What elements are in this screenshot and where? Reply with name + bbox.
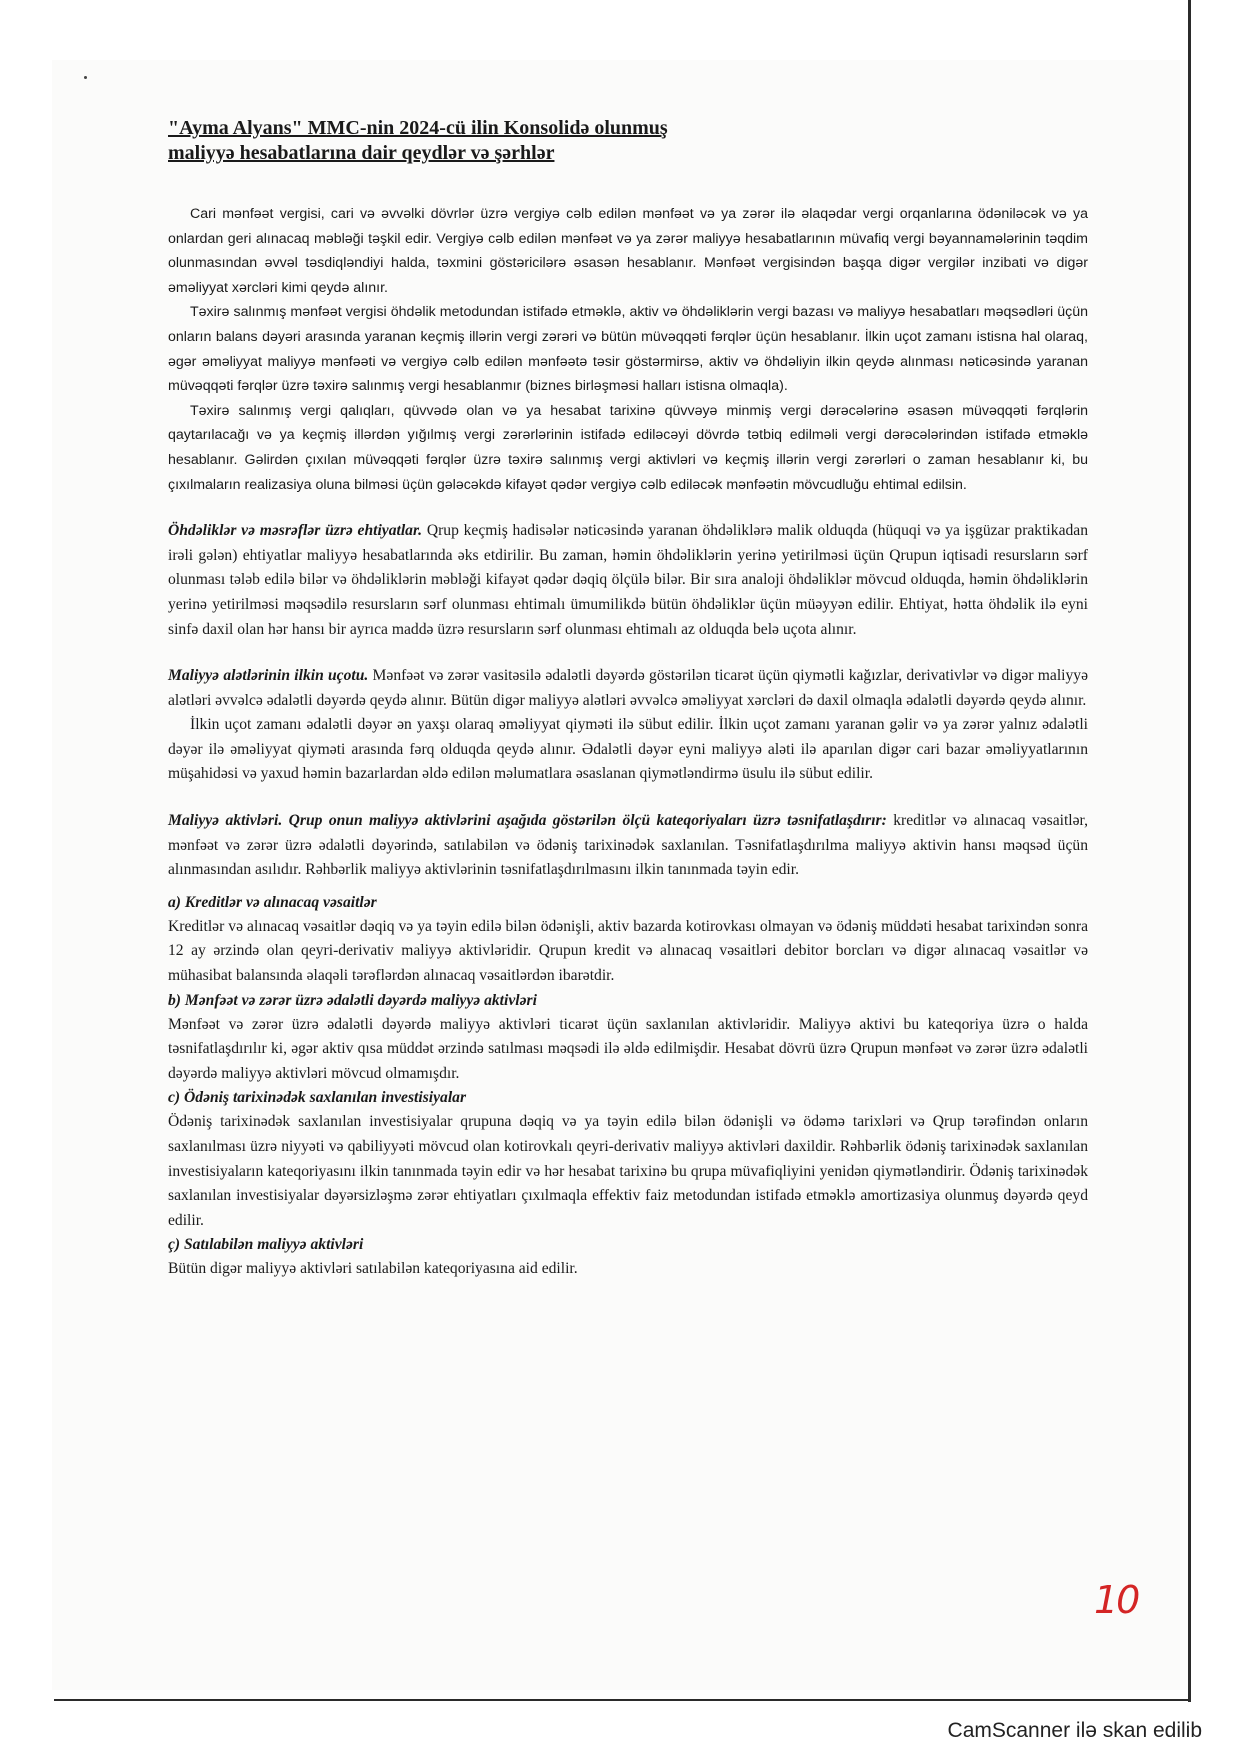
document-title [168, 116, 1088, 166]
handwritten-page-number: 10 [1094, 1578, 1139, 1622]
scan-speck [84, 76, 87, 79]
title-line-1: "Ayma Alyans" MMC-nin 2024-cü ilin Konsolidə olunmuş [168, 117, 668, 139]
document-body [168, 116, 1088, 1282]
provisions-section [168, 519, 1088, 642]
initial-recognition-paragraph-2: İlkin uçot zamanı ədalətli dəyər ən yaxşı olaraq əməliyyat qiyməti ilə sübut edilir. İlkin uçot zamanı yaranan gəlir və ya zərər yalnız ədalətli dəyər ilə əməliyyat qiyməti arasında fərq olduqda qeydə alınır. Ədalətli dəyər eyni maliyyə aləti ilə aparılan digər cari bazar əməliyyatlarının müşahidəsi və yaxud həmin bazarlardan əldə edilən məlumatlara əsaslanan qiymətləndirmə üsulu ilə sübut edilir. [168, 716, 1088, 783]
subsection-htm-heading: c) Ödəniş tarixinədək saxlanılan investisiyalar [168, 1089, 467, 1107]
financial-assets-heading: Maliyyə aktivləri. Qrup onun maliyyə aktivlərini aşağıda göstərilən ölçü kateqoriyaları üzrə təsnifatlaşdırır: [168, 812, 887, 830]
provisions-paragraph [168, 519, 1088, 642]
subsection-afs [168, 1233, 1088, 1282]
financial-assets-text: kreditlər və alınacaq vəsaitlər, mənfəət və zərər üzrə ədalətli dəyərində, satılabilən və ödəniş tarixinədək saxlanılan. Təsnifatlaşdırılma maliyyə aktivin hansı məqsəd üçün alınmasından asılıdır. Rəhbərlik maliyyə aktivlərinin təsnifatlaşdırılmasını ilkin tanınmada təyin edir. [168, 812, 1089, 879]
paper-edge-right [1188, 0, 1191, 1702]
subsection-loans-text: Kreditlər və alınacaq vəsaitlər dəqiq və ya təyin edilə bilən ödənişli, aktiv bazarda kotirovkası olmayan və ödəniş müddəti hesabat tarixindən sonra 12 ay ərzində olan qeyri-derivativ maliyyə aktivləridir. Qrupun kredit və alınacaq vəsaitləri debitor borcları və digər alınacaq vəsaitlər və mühasibat balansında əlaqəli tərəflərdən alınacaq vəsaitlərdən ibarətdir. [168, 917, 1088, 985]
subsection-htm [168, 1086, 1088, 1233]
tax-paragraph-3: Təxirə salınmış vergi qalıqları, qüvvədə olan və ya hesabat tarixinə qüvvəyə minmiş vergi dərəcələrinə əsasən müvəqqəti fərqlərin qaytarılacağı və ya keçmiş illərdən yığılmış vergi zərərlərinin istifadə ediləcəyi dövrdə tətbiq edilməli vergi dərəcələrindən istifadə etməklə hesablanır. Gəlirdən çıxılan müvəqqəti fərqlər üzrə təxirə salınmış vergi aktivləri və keçmiş illərin vergi zərərləri o zaman hesablanır ki, bu çıxılmaların realizasiya oluna bilməsi üçün gələcəkdə kifayət qədər vergiyə cəlb ediləcək mənfəətin mövcudluğu ehtimal edilsin. [168, 402, 1088, 493]
initial-recognition-text: Mənfəət və zərər vasitəsilə ədalətli dəyərdə göstərilən ticarət üçün qiymətli kağızlar, derivativlər və digər maliyyə alətləri əvvəlcə ədalətli dəyərdə qeydə alınır. Bütün digər maliyyə alətləri əvvəlcə əməliyyat xərcləri də daxil olmaqla ədalətli dəyərdə qeydə alınır. [168, 667, 1088, 709]
subsection-fvtpl-text: Mənfəət və zərər üzrə ədalətli dəyərdə maliyyə aktivləri ticarət üçün saxlanılan aktivləridir. Maliyyə aktivi bu kateqoriya üzrə o halda təsnifatlaşdırılır ki, əgər aktiv qısa müddət ərzində satılması məqsədi ilə əldə edilmişdir. Hesabat dövrü üzrə Qrupun mənfəət və zərər üzrə ədalətli dəyərdə maliyyə aktivləri mövcud olmamışdır. [168, 1015, 1088, 1082]
subsection-loans-heading: a) Kreditlər və alınacaq vəsaitlər [168, 893, 377, 911]
subsection-htm-text: Ödəniş tarixinədək saxlanılan investisiyalar qrupuna dəqiq və ya təyin edilə bilən ödənişli və ödəmə tarixləri və Qrup tərəfindən onların saxlanılması üzrə niyyəti və qabiliyyəti mövcud olan kotirovkalı qeyri-derivativ maliyyə aktivləri daxildir. Rəhbərlik ödəniş tarixinədək saxlanılan investisiyaların kateqoriyasını ilkin tanınmada təyin edir və hər hesabat tarixinə bu qrupa müvafiqliyini yenidən qiymətləndirir. Ödəniş tarixinədək saxlanılan investisiyalar dəyərsizləşmə zərər ehtiyatları çıxılmaqla effektiv faiz metodundan istifadə etməklə amortizasiya olunmuş dəyərdə qeyd edilir. [168, 1113, 1088, 1229]
financial-assets-paragraph [168, 809, 1088, 883]
scanner-footer: CamScanner ilə skan edilib [947, 1719, 1202, 1742]
initial-recognition-paragraph [168, 664, 1088, 713]
subsection-afs-text: Bütün digər maliyyə aktivləri satılabilən kateqoriyasına aid edilir. [168, 1260, 578, 1278]
subsection-loans [168, 891, 1088, 989]
tax-paragraph-1: Cari mənfəət vergisi, cari və əvvəlki dövrlər üzrə vergiyə cəlb edilən mənfəət və ya zərər ilə əlaqədar vergi orqanlarına ödəniləcək və ya onlardan geri alınacaq məbləği təşkil edir. Vergiyə cəlb edilən mənfəət və ya zərər maliyyə hesabatlarının müvafiq vergi bəyannamələrinin təqdim olunmasından əvvəl təsdiqləndiyi halda, təxmini göstəricilərə əsasən hesablanır. Mənfəət vergisindən başqa digər vergilər inzibati və digər əməliyyat xərcləri kimi qeydə alınır. [168, 206, 1088, 296]
initial-recognition-heading: Maliyyə alətlərinin ilkin uçotu. [168, 667, 369, 685]
tax-paragraph-2: Təxirə salınmış mənfəət vergisi öhdəlik metodundan istifadə etməklə, aktiv və öhdəliklərin vergi bazası və maliyyə hesabatları məqsədləri üçün onların balans dəyəri arasında yaranan keçmiş illərin vergi zərəri və bütün müvəqqəti fərqlər üçün hesablanır. İlkin uçot zamanı istisna hal olaraq, əgər əməliyyat maliyyə mənfəəti və vergiyə cəlb edilən mənfəətə təsir göstərmirsə, aktiv və öhdəliyin ilkin qeydə alınması nəticəsində yaranan müvəqqəti fərqlər üzrə təxirə salınmış vergi hesablanmır (biznes birləşməsi halları istisna olmaqla). [168, 304, 1088, 395]
subsection-fvtpl-heading: b) Mənfəət və zərər üzrə ədalətli dəyərdə maliyyə aktivləri [168, 991, 537, 1009]
provisions-text: Qrup keçmiş hadisələr nəticəsində yaranan öhdəliklərə malik olduqda (hüquqi və ya işgüzar praktikadan irəli gələn) ehtiyatlar maliyyə hesabatlarında əks etdirilir. Bu zaman, həmin öhdəliklərin yerinə yetirilməsi üçün Qrupun iqtisadi resursların sərf olunması tələb edilə bilər və öhdəliklərin məbləği kifayət qədər dəqiq ölçülə bilər. Bir sıra analoji öhdəliklər mövcud olduqda, həmin öhdəliklərin yerinə yetirilməsi məqsədilə resursların sərf olunması ehtimalı ümumilikdə bütün öhdəliklər üçün müəyyən edilir. Ehtiyat, hətta öhdəlik ilə eyni sinfə daxil olan hər hansı bir ayrıca maddə üzrə resursların sərf olunması ehtimalı az olduqda belə uçota alınır. [168, 522, 1088, 638]
subsection-fvtpl [168, 989, 1088, 1087]
title-line-2: maliyyə hesabatlarına dair qeydlər və şərhlər [168, 142, 555, 164]
financial-assets-section [168, 809, 1088, 883]
subsection-afs-heading: ç) Satılabilən maliyyə aktivləri [168, 1236, 364, 1254]
paper-edge-bottom [54, 1699, 1190, 1701]
initial-recognition-section [168, 664, 1088, 787]
provisions-heading: Öhdəliklər və məsrəflər üzrə ehtiyatlar. [168, 522, 423, 540]
